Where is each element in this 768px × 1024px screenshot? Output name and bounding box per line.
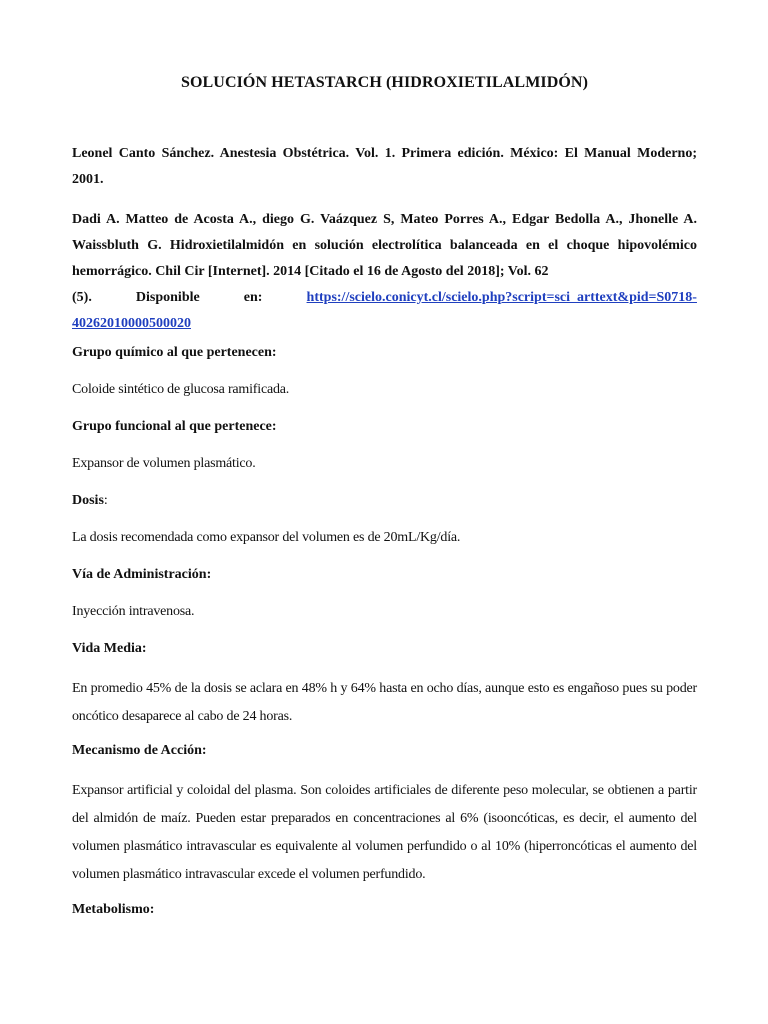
reference-2-en-label: en: [243, 290, 263, 305]
reference-2-link-continued[interactable]: 40262010000500020 [72, 316, 191, 331]
reference-1: Leonel Canto Sánchez. Anestesia Obstétrica. Vol. 1. Primera edición. México: El Manual Moderno; 2001. [72, 146, 697, 187]
reference-2-availability-line [72, 285, 697, 311]
section-heading-mecanismo: Mecanismo de Acción: [72, 743, 207, 758]
section-text-grupo-quimico: Coloide sintético de glucosa ramificada. [72, 382, 290, 397]
reference-2-link[interactable]: https://scielo.conicyt.cl/scielo.php?script=sci_arttext&pid=S0718- [306, 290, 697, 305]
references [72, 141, 697, 351]
section-text-grupo-funcional: Expansor de volumen plasmático. [72, 456, 256, 471]
reference-2-available-label: Disponible [135, 290, 200, 305]
section-heading-via: Vía de Administración: [72, 567, 212, 582]
section-heading-grupo-quimico: Grupo químico al que pertenecen: [72, 345, 277, 360]
section-heading-dosis [72, 490, 697, 527]
section-text-mecanismo: Expansor artificial y coloidal del plasma. Son coloides artificiales de diferente peso molecular, se obtienen a partir del almidón de maíz. Pueden estar preparados en concentraciones al 6% (isooncóticas, es decir, el aumento del volumen plasmático intravascular es equivalente al volumen perfundido o al 10% (hiperroncóticas el aumento del volumen plasmático intravascular excede el volumen perfundido. [72, 783, 697, 882]
reference-2-text: Dadi A. Matteo de Acosta A., diego G. Vaázquez S, Mateo Porres A., Edgar Bedolla A., Jhonelle A. Waissbluth G. Hidroxietilalmidón en solución electrolítica balanceada en el choque hipovolémico hemorrágico. Chil Cir [Internet]. 2014 [Citado el 16 de Agosto del 2018]; Vol. 62 [72, 212, 697, 279]
section-heading-dosis-colon: : [103, 493, 108, 508]
document-title: SOLUCIÓN HETASTARCH (HIDROXIETILALMIDÓN) [180, 74, 588, 91]
section-heading-metabolismo: Metabolismo: [72, 902, 155, 917]
drug-sections [72, 342, 697, 936]
section-heading-dosis-label: Dosis [72, 493, 104, 508]
section-heading-vida-media: Vida Media: [72, 641, 147, 656]
section-text-dosis: La dosis recomendada como expansor del volumen es de 20mL/Kg/día. [72, 530, 461, 545]
section-heading-grupo-funcional: Grupo funcional al que pertenece: [72, 419, 277, 434]
section-text-vida-media: En promedio 45% de la dosis se aclara en 48% h y 64% hasta en ocho días, aunque esto es engañoso pues su poder oncótico desaparece al cabo de 24 horas. [72, 681, 697, 724]
reference-2 [72, 207, 697, 337]
section-text-via: Inyección intravenosa. [72, 604, 195, 619]
reference-2-issue: (5). [72, 290, 92, 305]
